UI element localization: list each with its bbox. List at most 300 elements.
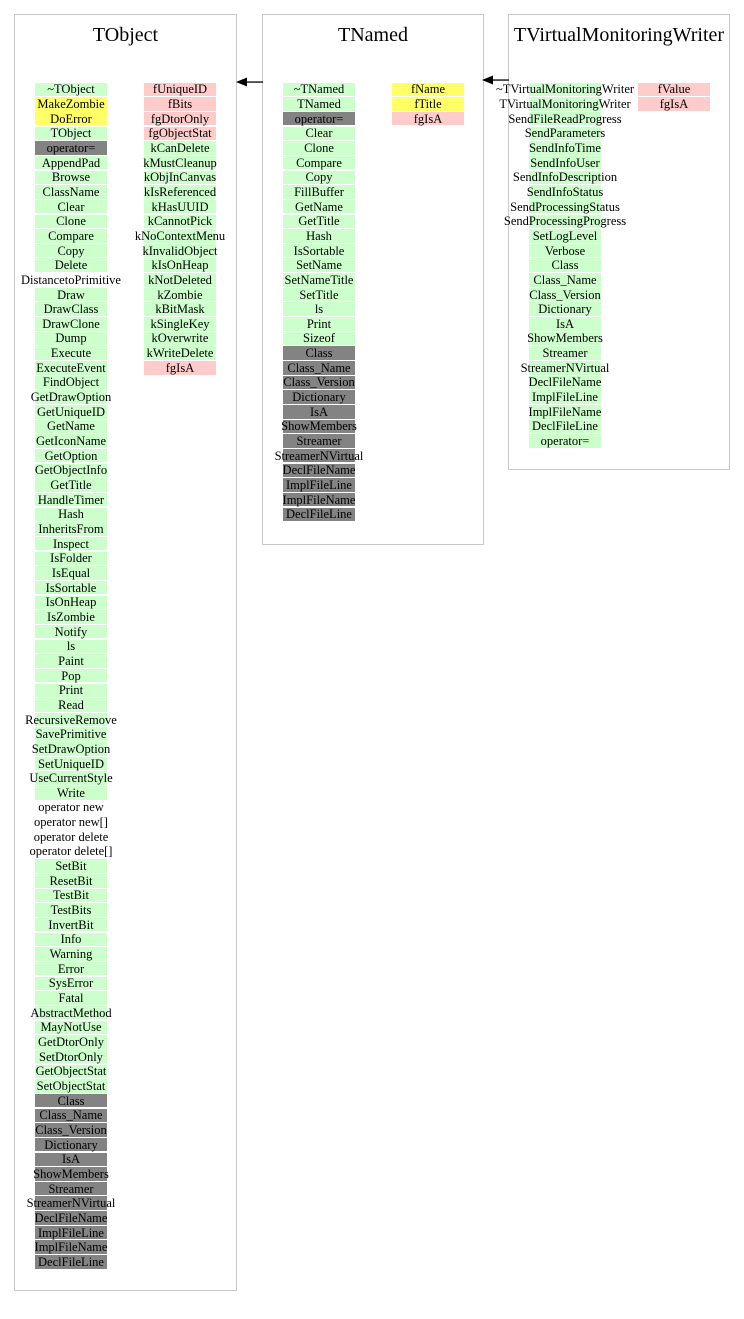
method-row[interactable] — [15, 1108, 127, 1123]
method-row[interactable] — [509, 419, 621, 434]
method-row[interactable] — [15, 448, 127, 463]
method-row[interactable] — [263, 287, 375, 302]
method-row[interactable] — [15, 229, 127, 244]
method-row[interactable] — [15, 1225, 127, 1240]
method-row[interactable] — [263, 434, 375, 449]
method-label: SetName — [296, 258, 342, 273]
method-label: ~TNamed — [293, 82, 345, 97]
method-label: SetNameTitle — [284, 272, 354, 287]
method-row[interactable] — [263, 317, 375, 332]
method-row[interactable] — [263, 185, 375, 200]
member-row[interactable] — [372, 111, 484, 126]
member-row[interactable] — [124, 317, 236, 332]
member-label: kOverwrite — [151, 331, 209, 346]
method-label: Dictionary — [292, 390, 346, 405]
member-row[interactable] — [124, 199, 236, 214]
method-label: DrawClass — [43, 302, 99, 317]
member-label: kZombie — [157, 287, 203, 302]
method-label: TObject — [50, 126, 92, 141]
method-label: SetDrawOption — [31, 741, 111, 756]
method-row[interactable] — [15, 976, 127, 991]
method-label: SendFileReadProgress — [508, 111, 622, 126]
method-label: ClassName — [42, 184, 100, 199]
method-label: Print — [58, 683, 84, 698]
method-row[interactable] — [15, 258, 127, 273]
method-row[interactable] — [263, 346, 375, 361]
member-label: kObjInCanvas — [143, 170, 217, 185]
method-row[interactable] — [15, 1064, 127, 1079]
method-label: Paint — [58, 653, 84, 668]
method-row[interactable] — [15, 1196, 127, 1211]
method-label: SendParameters — [524, 126, 606, 141]
member-row[interactable] — [124, 170, 236, 185]
method-row[interactable] — [15, 873, 127, 888]
member-row[interactable] — [124, 126, 236, 141]
method-label: HandleTimer — [37, 492, 105, 507]
method-label: Dictionary — [44, 1137, 98, 1152]
method-row[interactable] — [263, 478, 375, 493]
method-label: GetTitle — [50, 478, 92, 493]
method-row[interactable] — [15, 155, 127, 170]
method-label: Dump — [55, 331, 87, 346]
method-row[interactable] — [15, 668, 127, 683]
method-row[interactable] — [509, 302, 621, 317]
method-row[interactable] — [263, 243, 375, 258]
member-row[interactable] — [124, 141, 236, 156]
method-row[interactable] — [15, 390, 127, 405]
method-label: DeclFileLine — [286, 507, 352, 522]
method-label: AppendPad — [41, 155, 101, 170]
member-label: fgObjectStat — [148, 126, 212, 141]
method-row[interactable] — [263, 390, 375, 405]
method-label: Copy — [57, 243, 85, 258]
method-row[interactable] — [15, 961, 127, 976]
method-row[interactable] — [263, 492, 375, 507]
member-label: kMustCleanup — [143, 155, 217, 170]
method-row[interactable] — [509, 331, 621, 346]
member-label: kHasUUID — [151, 199, 209, 214]
method-label: Browse — [51, 170, 91, 185]
method-row[interactable] — [15, 654, 127, 669]
tnamed-members-column — [372, 82, 484, 126]
method-label: DoError — [50, 111, 92, 126]
method-row[interactable] — [15, 273, 127, 288]
method-row[interactable] — [509, 141, 621, 156]
method-row[interactable] — [15, 126, 127, 141]
method-row[interactable] — [263, 126, 375, 141]
method-row[interactable] — [503, 214, 627, 229]
method-label: DeclFileName — [34, 1210, 108, 1225]
method-label: GetObjectStat — [35, 1064, 107, 1079]
member-label: fTitle — [414, 96, 442, 111]
method-row[interactable] — [15, 947, 127, 962]
method-row[interactable] — [15, 243, 127, 258]
method-row[interactable] — [15, 991, 127, 1006]
method-label: TNamed — [297, 96, 341, 111]
method-label: SetUniqueID — [38, 756, 104, 771]
method-row[interactable] — [15, 1211, 127, 1226]
member-row[interactable] — [124, 97, 236, 112]
member-row[interactable] — [618, 82, 730, 97]
method-row[interactable] — [263, 199, 375, 214]
method-label: Class_Version — [529, 287, 601, 302]
method-row[interactable] — [509, 390, 621, 405]
method-label: Sizeof — [303, 331, 335, 346]
method-label: GetUniqueID — [36, 404, 106, 419]
method-row[interactable] — [15, 1020, 127, 1035]
method-label: StreamerNVirtual — [26, 1196, 116, 1211]
method-row[interactable] — [15, 434, 127, 449]
member-label: kCannotPick — [147, 214, 213, 229]
method-row[interactable] — [263, 141, 375, 156]
method-label: ResetBit — [49, 873, 93, 888]
method-row[interactable] — [15, 786, 127, 801]
member-row[interactable] — [372, 82, 484, 97]
method-row[interactable] — [15, 639, 127, 654]
method-row[interactable] — [15, 287, 127, 302]
tobject-members-column — [124, 82, 236, 375]
method-label: ls — [66, 639, 76, 654]
method-label: Clear — [305, 126, 333, 141]
method-row[interactable] — [15, 624, 127, 639]
method-label: Class_Name — [39, 1108, 103, 1123]
method-row[interactable] — [263, 229, 375, 244]
method-row[interactable] — [15, 1255, 127, 1270]
method-label: ~TVirtualMonitoringWriter — [495, 82, 635, 97]
member-row[interactable] — [124, 111, 236, 126]
method-label: operator= — [46, 140, 96, 155]
method-label: DeclFileLine — [532, 419, 598, 434]
method-row[interactable] — [15, 346, 127, 361]
method-row[interactable] — [15, 727, 127, 742]
method-label: GetDtorOnly — [38, 1034, 104, 1049]
method-row[interactable] — [509, 434, 621, 449]
member-label: kNotDeleted — [148, 272, 212, 287]
method-label: GetIconName — [35, 434, 107, 449]
method-label: operator delete — [33, 829, 109, 844]
method-row[interactable] — [263, 214, 375, 229]
method-label: Hash — [58, 507, 84, 522]
method-label: SendInfoDescription — [512, 170, 618, 185]
tvmw-members-column — [618, 82, 730, 111]
method-label: Error — [57, 961, 85, 976]
method-label: SavePrimitive — [35, 727, 107, 742]
method-label: Class — [57, 1093, 85, 1108]
class-box-tvirtualmonitoringwriter — [495, 14, 730, 470]
method-label: ShowMembers — [527, 331, 603, 346]
method-row[interactable] — [263, 448, 375, 463]
tnamed-methods-column — [263, 82, 375, 522]
method-label: operator new — [38, 800, 104, 815]
method-label: Streamer — [542, 346, 588, 361]
member-label: fgIsA — [659, 96, 689, 111]
member-label: kNoContextMenu — [134, 228, 226, 243]
method-row[interactable] — [15, 1181, 127, 1196]
member-row[interactable] — [618, 97, 730, 112]
method-label: ImplFileLine — [38, 1225, 104, 1240]
method-label: Notify — [54, 624, 88, 639]
method-label: FillBuffer — [294, 184, 344, 199]
method-label: Print — [306, 316, 332, 331]
method-label: Class — [305, 346, 333, 361]
method-row[interactable] — [509, 317, 621, 332]
method-label: GetName — [47, 419, 95, 434]
method-row[interactable] — [263, 331, 375, 346]
method-label: IsZombie — [47, 609, 95, 624]
method-row[interactable] — [509, 170, 621, 185]
method-label: IsFolder — [50, 551, 92, 566]
class-title-tvirtualmonitoringwriter[interactable]: TVirtualMonitoringWriter — [513, 24, 725, 46]
method-row[interactable] — [15, 492, 127, 507]
method-row[interactable] — [15, 580, 127, 595]
class-box-tnamed — [262, 14, 484, 545]
member-label: fgIsA — [413, 111, 443, 126]
member-row[interactable] — [124, 185, 236, 200]
method-label: Copy — [305, 170, 333, 185]
method-row[interactable] — [495, 82, 635, 97]
method-label: IsA — [555, 316, 575, 331]
method-label: DrawClone — [42, 316, 100, 331]
method-label: Verbose — [544, 243, 586, 258]
member-row[interactable] — [124, 331, 236, 346]
method-row[interactable] — [263, 404, 375, 419]
method-label: operator= — [294, 111, 344, 126]
method-row[interactable] — [509, 273, 621, 288]
method-row[interactable] — [263, 258, 375, 273]
method-row[interactable] — [263, 111, 375, 126]
method-row[interactable] — [509, 404, 621, 419]
method-row[interactable] — [15, 97, 127, 112]
method-row[interactable] — [509, 199, 621, 214]
method-row[interactable] — [263, 375, 375, 390]
method-label: Clone — [56, 214, 86, 229]
method-label: StreamerNVirtual — [274, 448, 364, 463]
method-row[interactable] — [15, 566, 127, 581]
method-row[interactable] — [15, 712, 127, 727]
class-title-tnamed[interactable]: TNamed — [338, 24, 408, 46]
method-row[interactable] — [509, 287, 621, 302]
left-arrow-icon — [236, 76, 263, 88]
method-label: operator= — [540, 434, 590, 449]
method-row[interactable] — [15, 844, 127, 859]
method-label: Write — [57, 785, 85, 800]
method-row[interactable] — [15, 756, 127, 771]
member-row[interactable] — [124, 155, 236, 170]
method-row[interactable] — [263, 273, 375, 288]
method-row[interactable] — [509, 375, 621, 390]
method-label: GetDrawOption — [30, 390, 112, 405]
method-label: Fatal — [58, 991, 84, 1006]
method-row[interactable] — [263, 302, 375, 317]
member-row[interactable] — [372, 97, 484, 112]
method-label: ls — [314, 302, 324, 317]
method-row[interactable] — [15, 375, 127, 390]
method-row[interactable] — [15, 829, 127, 844]
method-row[interactable] — [499, 96, 631, 112]
method-row[interactable] — [15, 800, 127, 815]
method-row[interactable] — [509, 155, 621, 170]
method-label: IsA — [309, 404, 329, 419]
method-row[interactable] — [15, 419, 127, 434]
method-label: Class — [551, 258, 579, 273]
member-row[interactable] — [124, 82, 236, 97]
method-row[interactable] — [263, 419, 375, 434]
method-label: ImplFileName — [528, 404, 602, 419]
tvmw-methods-column — [495, 82, 635, 449]
method-row[interactable] — [15, 1035, 127, 1050]
method-row[interactable] — [15, 360, 127, 375]
method-row[interactable] — [15, 404, 127, 419]
method-row[interactable] — [15, 888, 127, 903]
method-row[interactable] — [263, 82, 375, 97]
method-label: TestBit — [53, 888, 89, 903]
method-row[interactable] — [15, 536, 127, 551]
method-row[interactable] — [509, 346, 621, 361]
method-row[interactable] — [15, 932, 127, 947]
member-label: kWriteDelete — [146, 346, 214, 361]
method-row[interactable] — [263, 507, 375, 522]
method-label: ImplFileLine — [532, 390, 598, 405]
method-row[interactable] — [15, 185, 127, 200]
method-label: MayNotUse — [40, 1020, 102, 1035]
method-row[interactable] — [15, 551, 127, 566]
method-row[interactable] — [509, 229, 621, 244]
method-label: operator delete[] — [29, 844, 113, 859]
method-row[interactable] — [15, 463, 127, 478]
method-row[interactable] — [15, 815, 127, 830]
method-row[interactable] — [263, 155, 375, 170]
method-label: DeclFileLine — [38, 1254, 104, 1269]
method-row[interactable] — [15, 1123, 127, 1138]
method-label: ImplFileName — [34, 1240, 108, 1255]
method-row[interactable] — [15, 141, 127, 156]
method-label: Read — [58, 697, 84, 712]
method-label: Clone — [304, 140, 334, 155]
method-row[interactable] — [509, 185, 621, 200]
method-label: Dictionary — [538, 302, 592, 317]
method-row[interactable] — [509, 126, 621, 141]
method-row[interactable] — [15, 859, 127, 874]
member-row[interactable] — [124, 360, 236, 375]
method-row[interactable] — [15, 595, 127, 610]
method-label: UseCurrentStyle — [29, 771, 113, 786]
method-row[interactable] — [263, 360, 375, 375]
class-title-tobject[interactable]: TObject — [92, 24, 159, 46]
method-label: SetDtorOnly — [39, 1049, 103, 1064]
method-row[interactable] — [15, 214, 127, 229]
method-label: Pop — [61, 668, 81, 683]
inheritance-arrow-tnamed-to-tobject — [236, 76, 263, 88]
member-row[interactable] — [124, 287, 236, 302]
method-row[interactable] — [15, 111, 127, 126]
method-label: DistancetoPrimitive — [21, 272, 121, 287]
method-label: SendInfoTime — [529, 140, 601, 155]
method-row[interactable] — [15, 199, 127, 214]
method-label: AbstractMethod — [30, 1005, 112, 1020]
method-label: DeclFileName — [282, 463, 356, 478]
method-row[interactable] — [15, 742, 127, 757]
method-label: operator new[] — [34, 815, 108, 830]
method-row[interactable] — [509, 360, 621, 375]
method-row[interactable] — [15, 1167, 127, 1182]
method-row[interactable] — [15, 331, 127, 346]
method-label: Class_Name — [287, 360, 351, 375]
method-label: IsA — [61, 1152, 81, 1167]
method-label: DeclFileName — [528, 375, 602, 390]
method-label: Class_Version — [283, 375, 355, 390]
method-row[interactable] — [509, 258, 621, 273]
member-row[interactable] — [124, 258, 236, 273]
method-row[interactable] — [15, 1240, 127, 1255]
method-label: MakeZombie — [37, 96, 105, 111]
member-label: kSingleKey — [150, 316, 210, 331]
method-row[interactable] — [15, 1049, 127, 1064]
method-label: Delete — [54, 258, 88, 273]
member-row[interactable] — [124, 214, 236, 229]
method-label: Clear — [57, 199, 85, 214]
method-label: GetName — [295, 199, 343, 214]
member-row[interactable] — [124, 229, 236, 244]
method-row[interactable] — [15, 1093, 127, 1108]
method-label: Draw — [57, 287, 85, 302]
method-row[interactable] — [15, 683, 127, 698]
method-row[interactable] — [15, 903, 127, 918]
method-label: GetObjectInfo — [34, 463, 108, 478]
method-label: ShowMembers — [33, 1166, 109, 1181]
member-label: fUniqueID — [152, 82, 208, 97]
method-row[interactable] — [15, 507, 127, 522]
member-label: fgIsA — [165, 360, 195, 375]
member-label: kIsOnHeap — [151, 258, 209, 273]
method-row[interactable] — [509, 111, 621, 126]
method-label: GetOption — [44, 448, 98, 463]
method-row[interactable] — [263, 170, 375, 185]
method-row[interactable] — [15, 170, 127, 185]
method-row[interactable] — [15, 610, 127, 625]
method-row[interactable] — [263, 97, 375, 112]
method-row[interactable] — [15, 698, 127, 713]
method-row[interactable] — [509, 243, 621, 258]
member-row[interactable] — [124, 273, 236, 288]
method-row[interactable] — [15, 771, 127, 786]
method-label: TestBits — [50, 903, 92, 918]
method-row[interactable] — [263, 463, 375, 478]
method-row[interactable] — [15, 1005, 127, 1020]
method-label: Hash — [306, 228, 332, 243]
member-row[interactable] — [124, 346, 236, 361]
method-row[interactable] — [15, 1137, 127, 1152]
method-label: SysError — [48, 976, 94, 991]
method-label: IsOnHeap — [45, 595, 97, 610]
method-label: Compare — [296, 155, 342, 170]
member-label: kBitMask — [155, 302, 205, 317]
method-label: ImplFileName — [282, 492, 356, 507]
method-row[interactable] — [15, 1152, 127, 1167]
member-row[interactable] — [124, 243, 236, 258]
method-row[interactable] — [15, 1079, 127, 1094]
method-row[interactable] — [15, 917, 127, 932]
method-label: IsSortable — [293, 243, 345, 258]
tobject-methods-column — [15, 82, 127, 1269]
method-label: ImplFileLine — [286, 478, 352, 493]
member-row[interactable] — [124, 302, 236, 317]
method-label: FindObject — [42, 375, 100, 390]
method-row[interactable] — [15, 302, 127, 317]
method-row[interactable] — [15, 82, 127, 97]
method-row[interactable] — [15, 317, 127, 332]
method-row[interactable] — [15, 478, 127, 493]
method-row[interactable] — [15, 522, 127, 537]
